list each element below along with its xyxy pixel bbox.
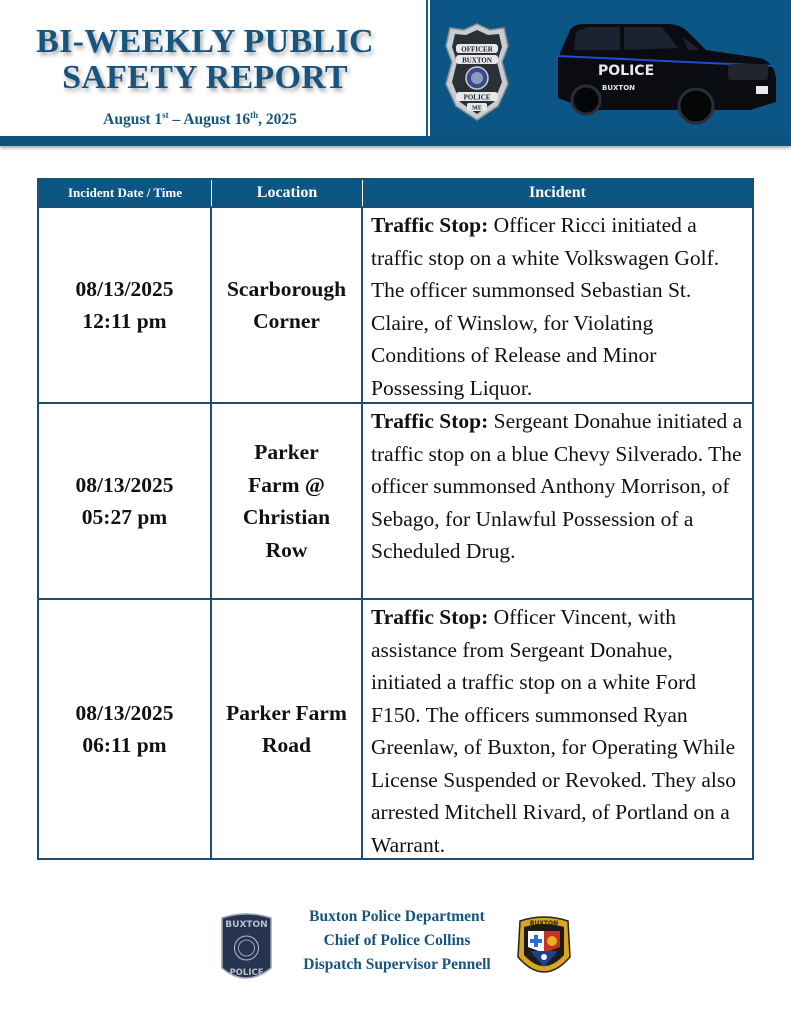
incident-time: 12:11 pm — [82, 309, 167, 333]
incident-date: 08/13/2025 — [75, 700, 174, 725]
incident-table — [37, 178, 754, 860]
badge-text-officer: OFFICER — [461, 45, 493, 54]
incident-cell — [363, 404, 752, 598]
buxton-fire-ems-patch-icon — [514, 913, 574, 983]
report-title — [0, 24, 410, 96]
patch-text-buxton: BUXTON — [225, 920, 268, 930]
incident-time: 05:27 pm — [81, 505, 168, 529]
table-row — [39, 598, 752, 858]
police-car-icon — [550, 20, 780, 125]
incident-description: Officer Ricci initiated a traffic stop on a white Volkswagen Golf. The officer summonsed Sebastian St. Claire, of Winslow, for Violating Conditions of Release and Minor Possessing Liquor. — [371, 213, 720, 400]
department-signature — [282, 905, 512, 977]
table-row — [39, 402, 752, 598]
buxton-police-patch-icon — [218, 912, 275, 984]
badge-text-police: POLICE — [463, 93, 491, 102]
date-year: , 2025 — [258, 111, 297, 128]
incident-date: 08/13/2025 — [75, 472, 174, 497]
date-start-suffix: st — [162, 110, 169, 120]
title-line-2: SAFETY REPORT — [62, 59, 348, 96]
patch-text-buxton-fire: BUXTON — [529, 920, 559, 927]
header-divider — [0, 136, 791, 146]
car-police-label: POLICE — [598, 63, 655, 79]
column-header-incident: Incident — [529, 184, 586, 201]
date-end-suffix: th — [250, 110, 259, 120]
date-end: August 16 — [183, 111, 251, 128]
report-header — [0, 0, 791, 147]
date-start: August 1 — [103, 111, 163, 128]
date-time-cell — [39, 600, 212, 858]
location-cell: Parker Farm @ Christian Row — [212, 404, 363, 598]
patch-text-police: POLICE — [229, 968, 264, 978]
dispatch-supervisor: Dispatch Supervisor Pennell — [303, 956, 491, 973]
date-time-cell — [39, 404, 212, 598]
incident-type: Traffic Stop: — [371, 213, 489, 237]
chief-of-police: Chief of Police Collins — [323, 932, 471, 949]
location-cell: Scarborough Corner — [212, 208, 363, 402]
incident-time: 06:11 pm — [82, 733, 167, 757]
incident-description: Sergeant Donahue initiated a traffic stop on a blue Chevy Silverado. The officer summonsed Anthony Morrison, of Sebago, for Unlawful Possession of a Scheduled Drug. — [371, 409, 743, 563]
police-badge-icon — [442, 22, 512, 122]
date-separator: – — [168, 111, 184, 128]
badge-text-buxton: BUXTON — [462, 56, 492, 65]
department-name: Buxton Police Department — [309, 908, 485, 925]
incident-date: 08/13/2025 — [75, 276, 174, 301]
column-header-date-time: Incident Date / Time — [39, 180, 212, 206]
title-line-1: BI-WEEKLY PUBLIC — [36, 23, 374, 60]
incident-type: Traffic Stop: — [371, 409, 489, 433]
location-cell: Parker Farm Road — [212, 600, 363, 858]
incident-type: Traffic Stop: — [371, 605, 489, 629]
incident-description: Officer Vincent, with assistance from Sergeant Donahue, initiated a traffic stop on a white Ford F150. The officers summonsed Ryan Greenlaw, of Buxton, for Operating While License Suspended or Revoked. They also arrested Mitchell Rivard, of Portland on a Warrant. — [371, 605, 737, 857]
car-town-label: BUXTON — [602, 84, 636, 92]
badge-text-state: ME — [472, 105, 482, 112]
table-header — [39, 180, 752, 206]
date-range — [0, 110, 400, 129]
title-panel — [0, 0, 428, 136]
date-time-cell — [39, 208, 212, 402]
table-row — [39, 206, 752, 402]
incident-cell — [363, 600, 752, 858]
column-header-location: Location — [212, 180, 363, 206]
incident-cell — [363, 208, 752, 402]
